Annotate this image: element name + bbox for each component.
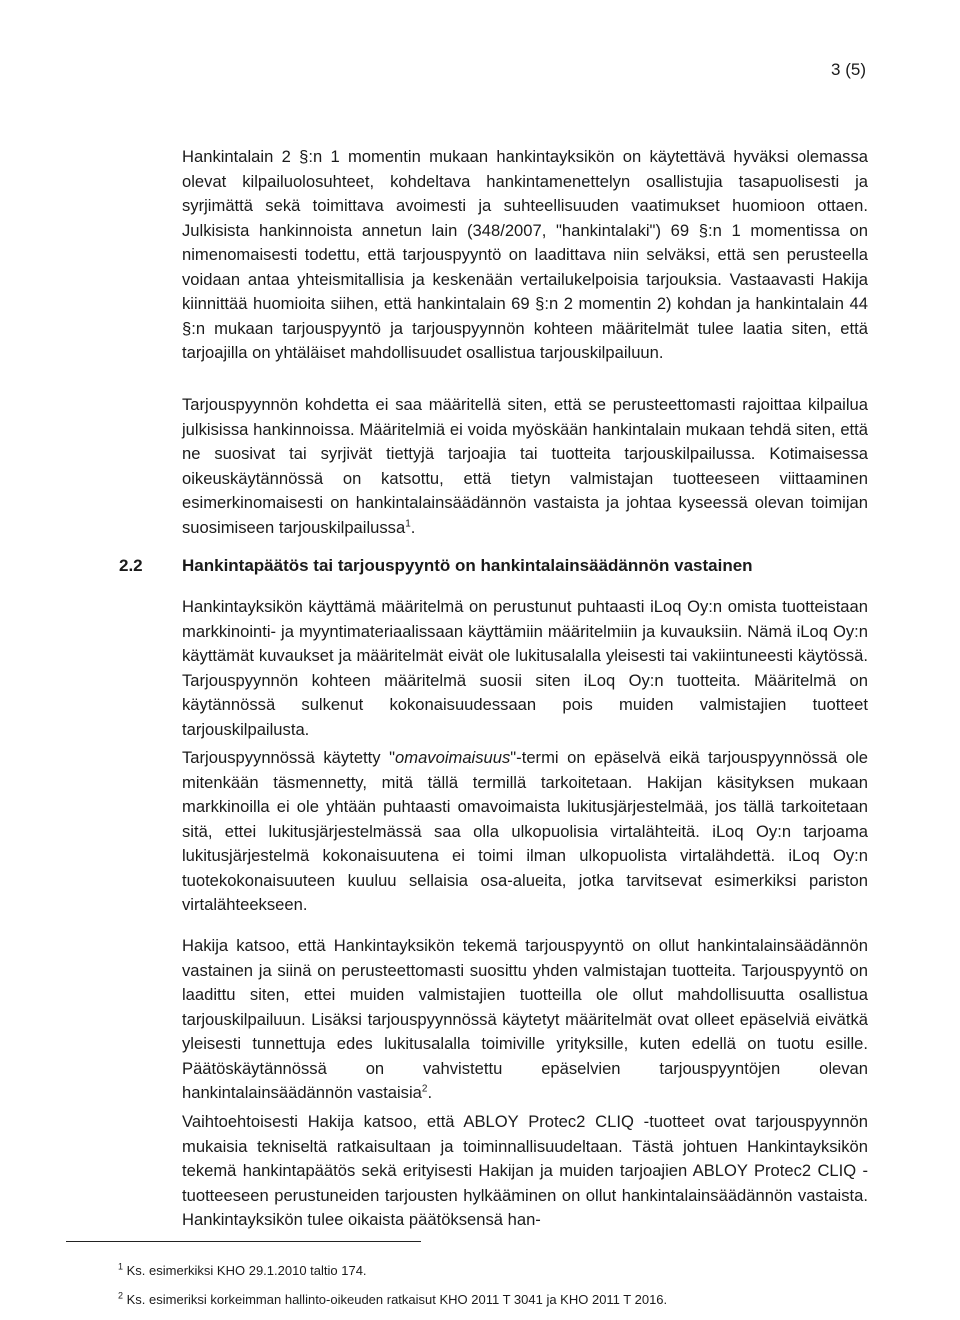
footnote-marker: 1 [118,1261,124,1272]
paragraph-text: Hakija katsoo, että Hankintayksikön tekemä tarjouspyyntö on ollut hankintalainsäädännön vastainen ja siinä on perusteettomasti suosittu yhden valmistajan tuotteita. Tarjouspyyntö on laadittu siten, ettei muiden valmistajien tuotteilla ole ollut mahdollisuutta osallistua tarjouskilpailuun. Lisäksi tarjouspyynnössä käytetyt määritelmät ovat olleet epäselviä eivätkä yleisesti tunnettuja edes lukitusalalla toimiville yrityksille, kuten edellä on tuotu esille. Päätöskäytännössä on vahvistettu epäselvien tarjouspyyntöjen olevan hankintalainsäädännön vastaisia [182,936,868,1102]
paragraph-end: . [427,1083,433,1102]
footnote-marker: 2 [118,1290,124,1301]
italic-term: omavoimaisuus [395,748,511,767]
section-heading: Hankintapäätös tai tarjouspyyntö on hankintalainsäädännön vastainen [182,556,753,575]
paragraph-text: Tarjouspyynnön kohdetta ei saa määritellä siten, että se perusteettomasti rajoittaa kilpailua julkisissa hankinnoissa. Määritelmiä ei voida myöskään hankintalain mukaan tehdä siten, että ne suosivat tai syrjivät tiettyjä tarjoajia tai tuotteita tarjouskilpailussa. Kotimaisessa oikeuskäytännössä on katsottu, että tietyn valmistajan tuotteeseen viittaaminen esimerkinomaisesti on hankintalainsäädännön vastaista ja johtaa kyseessä olevan toimijan suosimiseen tarjouskilpailussa [182,395,868,537]
paragraph-applicant-view [182,934,868,1106]
paragraph-specification-rules [182,393,868,540]
paragraph-text-cont: "-termi on epäselvä eikä tarjouspyynnössä ole mitenkään täsmennetty, mitä tällä termillä tarkoitetaan. Hakijan käsityksen mukaan markkinoilla ei ole yhtään puhtaasti omavoimaista lukitusjärjestelmää, jos tällä tarkoitetaan sitä, ettei lukitusjärjestelmässä saa olla ulkopuolisia virtalähteitä. iLoq Oy:n tarjoama lukitusjärjestelmä kokonaisuutena ei toimi ilman ulkopuolista virtalähdettä. iLoq Oy:n tuotekokonaisuuteen kuuluu sellaisia osa-alueita, jotka tarvitsevat esimerkiksi pariston virtalähteekseen. [182,748,868,914]
paragraph-alternative [182,1110,868,1233]
paragraph-omavoimaisuus [182,746,868,918]
footnote-divider [66,1241,421,1242]
footnote-2 [118,1291,667,1309]
footnote-1 [118,1262,367,1280]
footnote-ref-2: 2 [421,1083,428,1095]
page-number: 3 (5) [831,60,866,79]
paragraph-end: . [410,517,416,537]
paragraph-principles [182,145,868,366]
footnote-text: Ks. esimerkiksi KHO 29.1.2010 taltio 174. [126,1263,367,1278]
paragraph-definition [182,595,868,742]
footnote-text: Ks. esimeriksi korkeimman hallinto-oikeuden ratkaisut KHO 2011 T 3041 ja KHO 2011 T 2016. [126,1292,668,1307]
paragraph-text: Tarjouspyynnössä käytetty " [182,748,396,767]
footnote-ref-1: 1 [405,517,411,529]
paragraph-text: Hankintayksikön käyttämä määritelmä on perustunut puhtaasti iLoq Oy:n omista tuotteistaan markkinointi- ja myyntimateriaalissaan käyttämiin määritelmiin ja kuvauksiin. Nämä iLoq Oy:n käyttämät kuvaukset ja määritelmät eivät ole lukitusalalla yleisesti tai vakiintuneesti käytössä. Tarjouspyynnön kohteen määritelmä suosii siten iLoq Oy:n tuotteita. Määritelmä on käytännössä sulkenut kokonaisuudessaan pois muiden valmistajien tuotteet tarjouskilpailusta. [182,597,868,739]
section-number: 2.2 [119,556,143,575]
paragraph-text: Vaihtoehtoisesti Hakija katsoo, että ABLOY Protec2 CLIQ -tuotteet ovat tarjouspyynnön mukaisia tekniseltä ratkaisultaan ja toiminnallisuudeltaan. Tästä johtuen Hankintayksikön tekemä hankintapäätös sekä erityisesti Hakijan ja muiden tarjoajien ABLOY Protec2 CLIQ -tuotteeseen perustuneiden tarjousten hylkääminen on ollut hankintalainsäädännön vastaista. Hankintayksikön tulee oikaista päätöksensä han- [182,1112,868,1229]
paragraph-text: Hankintalain 2 §:n 1 momentin mukaan hankintayksikön on käytettävä hyväksi olemassa olevat kilpailuolosuhteet, kohdeltava hankintamenettelyn osallistujia tasapuolisesti ja syrjimättä sekä toimittava avoimesti ja suhteellisuuden vaatimukset huomioon ottaen. Julkisista hankinnoista annetun lain (348/2007, "hankintalaki") 69 §:n 1 momentissa on nimenomaisesti todettu, että tarjouspyyntö on laadittava niin selväksi, että sen perusteella voidaan antaa yhteismitallisia ja keskenään vertailukelpoisia tarjouksia. Vastaavasti Hakija kiinnittää huomioita siihen, että hankintalain 69 §:n 2 momentin 2) kohdan ja hankintalain 44 §:n mukaan tarjouspyyntö ja tarjouspyynnön kohteen määritelmät tulee laatia siten, että tarjoajilla on yhtäläiset mahdollisuudet osallistua tarjouskilpailuun. [182,147,868,362]
